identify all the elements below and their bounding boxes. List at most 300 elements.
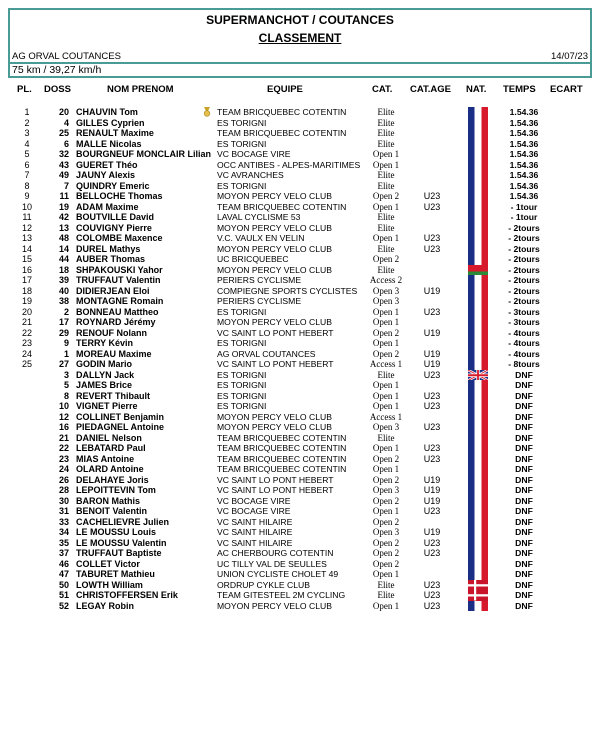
fr-flag-icon: [468, 527, 488, 538]
bib-number: 42: [58, 212, 69, 222]
rider-name: MALLE Nicolas: [76, 138, 142, 149]
placing: 18: [21, 285, 32, 296]
team-name: ES TORIGNI: [217, 390, 267, 401]
finish-time: DNF: [515, 537, 533, 548]
bib-number: 49: [58, 170, 69, 180]
age-category: U23: [423, 401, 441, 411]
team-name: VC BOCAGE VIRE: [217, 506, 291, 516]
bib-number: 32: [58, 149, 69, 159]
fr-flag-icon: [468, 317, 488, 328]
age-category: U23: [423, 243, 441, 254]
category: Elite: [377, 180, 395, 191]
gb-flag-icon: [468, 370, 488, 381]
finish-time: 1.54.36: [509, 191, 539, 201]
team-name: UNION CYCLISTE CHOLET 49: [217, 569, 339, 579]
age-category: U19: [423, 285, 441, 296]
rider-name: MONTAGNE Romain: [76, 296, 164, 306]
results-header: [8, 8, 592, 64]
bib-number: 8: [63, 390, 69, 401]
table-row: [0, 149, 600, 160]
age-category: U23: [423, 506, 441, 516]
fr-flag-icon: [468, 286, 488, 297]
category: Open 3: [372, 296, 400, 306]
finish-time: - 4tours: [508, 348, 540, 359]
distance-speed: 75 km / 39,27 km/h: [8, 64, 592, 78]
finish-time: DNF: [515, 464, 533, 474]
age-category: U23: [423, 422, 441, 432]
finish-time: - 8tours: [508, 359, 540, 369]
fr-flag-icon: [468, 433, 488, 444]
placing: 7: [24, 170, 30, 180]
team-name: UC TILLY VAL DE SEULLES: [217, 558, 327, 569]
table-row: [0, 181, 600, 192]
fr-flag-icon: [468, 149, 488, 160]
rider-name: ROYNARD Jérémy: [76, 317, 156, 327]
rider-name: REVERT Thibault: [76, 390, 150, 401]
team-name: TEAM BRICQUEBEC COTENTIN: [217, 128, 347, 138]
finish-time: - 1tour: [510, 201, 538, 212]
team-name: VC SAINT LO PONT HEBERT: [217, 327, 334, 338]
bib-number: 35: [58, 537, 69, 548]
rider-name: TABURET Mathieu: [76, 569, 155, 579]
fr-flag-icon: [468, 160, 488, 171]
category: Open 2: [372, 254, 400, 264]
rider-name: BARON Mathis: [76, 495, 141, 506]
fr-flag-icon: [468, 254, 488, 265]
fr-flag-icon: [468, 464, 488, 475]
team-name: ES TORIGNI: [217, 306, 267, 317]
fr-flag-icon: [468, 212, 488, 223]
age-category: U23: [423, 233, 441, 243]
table-row: [0, 412, 600, 423]
fr-flag-icon: [468, 139, 488, 150]
col-doss: DOSS: [44, 84, 71, 95]
finish-time: DNF: [515, 390, 533, 401]
bib-number: 50: [58, 579, 69, 590]
fr-flag-icon: [468, 244, 488, 255]
finish-time: 1.54.36: [509, 128, 539, 138]
age-category: U23: [423, 201, 441, 212]
fr-flag-icon: [468, 118, 488, 129]
category: Access 2: [369, 275, 403, 285]
table-row: [0, 559, 600, 570]
rider-name: BOURGNEUF MONCLAIR Lilian: [76, 149, 211, 159]
rider-name: COLOMBE Maxence: [76, 233, 163, 243]
finish-time: DNF: [515, 558, 533, 569]
table-row: [0, 401, 600, 412]
category: Open 1: [372, 201, 400, 212]
fr-flag-icon: [468, 601, 488, 612]
team-name: TEAM BRICQUEBEC COTENTIN: [217, 201, 347, 212]
placing: 16: [21, 264, 32, 275]
finish-time: - 2tours: [508, 233, 540, 243]
fr-flag-icon: [468, 401, 488, 412]
table-row: [0, 454, 600, 465]
team-name: MOYON PERCY VELO CLUB: [217, 600, 332, 611]
bib-number: 3: [63, 369, 69, 380]
bib-number: 51: [58, 590, 69, 600]
category: Open 1: [372, 306, 400, 317]
finish-time: - 2tours: [508, 264, 540, 275]
organizer-club: AG ORVAL COUTANCES: [12, 51, 121, 62]
category: Elite: [377, 212, 395, 222]
team-name: MOYON PERCY VELO CLUB: [217, 191, 332, 201]
team-name: ES TORIGNI: [217, 180, 267, 191]
team-name: TEAM BRICQUEBEC COTENTIN: [217, 464, 347, 474]
team-name: VC SAINT LO PONT HEBERT: [217, 485, 334, 495]
col-gap: ECART: [550, 84, 583, 95]
medal-icon: [203, 107, 211, 117]
category: Open 3: [372, 422, 400, 432]
dk-flag-icon: [468, 590, 488, 601]
table-row: [0, 580, 600, 591]
finish-time: DNF: [515, 474, 533, 485]
age-category: U23: [423, 600, 441, 611]
table-row: [0, 370, 600, 381]
finish-time: - 2tours: [508, 222, 540, 233]
finish-time: DNF: [515, 432, 533, 443]
table-row: [0, 475, 600, 486]
col-cat: CAT.: [372, 84, 393, 95]
fr-flag-icon: [468, 559, 488, 570]
team-name: TEAM BRICQUEBEC COTENTIN: [217, 443, 347, 453]
category: Open 1: [372, 317, 400, 327]
table-row: [0, 307, 600, 318]
col-pl: PL.: [17, 84, 32, 95]
category: Open 2: [372, 495, 400, 506]
category: Open 1: [372, 569, 400, 579]
category: Elite: [377, 138, 395, 149]
team-name: TEAM BRICQUEBEC COTENTIN: [217, 107, 347, 117]
fr-flag-icon: [468, 485, 488, 496]
rider-name: GILLES Cyprien: [76, 117, 145, 128]
team-name: LAVAL CYCLISME 53: [217, 212, 301, 222]
fr-flag-icon: [468, 223, 488, 234]
team-name: MOYON PERCY VELO CLUB: [217, 422, 332, 432]
finish-time: DNF: [515, 569, 533, 579]
rider-name: DIDIERJEAN Eloi: [76, 285, 150, 296]
fr-flag-icon: [468, 422, 488, 433]
table-row: [0, 338, 600, 349]
rider-name: TERRY Kévin: [76, 338, 134, 348]
table-row: [0, 202, 600, 213]
age-category: U23: [423, 191, 441, 201]
bib-number: 14: [58, 243, 69, 254]
age-category: U23: [423, 306, 441, 317]
age-category: U19: [423, 485, 441, 495]
category: Open 2: [372, 348, 400, 359]
bib-number: 24: [58, 464, 69, 474]
table-row: [0, 107, 600, 118]
table-row: [0, 380, 600, 391]
team-name: VC BOCAGE VIRE: [217, 149, 291, 159]
category: Open 2: [372, 548, 400, 558]
team-name: VC SAINT HILAIRE: [217, 537, 293, 548]
fr-flag-icon: [468, 454, 488, 465]
finish-time: 1.54.36: [509, 107, 539, 117]
team-name: MOYON PERCY VELO CLUB: [217, 243, 332, 254]
rider-name: BONNEAU Mattheo: [76, 306, 159, 317]
age-category: U19: [423, 527, 441, 537]
bib-number: 18: [58, 264, 69, 275]
fr-flag-icon: [468, 380, 488, 391]
rider-name: MIAS Antoine: [76, 453, 135, 464]
category: Elite: [377, 579, 395, 590]
rider-name: DELAHAYE Joris: [76, 474, 149, 485]
placing: 6: [24, 159, 30, 170]
finish-time: DNF: [515, 600, 533, 611]
category: Open 2: [372, 191, 400, 201]
placing: 12: [21, 222, 32, 233]
bib-number: 17: [58, 317, 69, 327]
rider-name: BOUTVILLE David: [76, 212, 155, 222]
bib-number: 30: [58, 495, 69, 506]
by-flag-icon: [468, 265, 488, 276]
rider-name: DANIEL Nelson: [76, 432, 142, 443]
placing: 4: [24, 138, 30, 149]
category: Elite: [377, 590, 395, 600]
team-name: VC SAINT HILAIRE: [217, 527, 293, 537]
category: Open 1: [372, 390, 400, 401]
team-name: VC SAINT LO PONT HEBERT: [217, 474, 334, 485]
finish-time: DNF: [515, 579, 533, 590]
placing: 19: [21, 296, 32, 306]
placing: 10: [21, 201, 32, 212]
team-name: AC CHERBOURG COTENTIN: [217, 548, 334, 558]
category: Open 1: [372, 338, 400, 348]
category: Open 2: [372, 327, 400, 338]
bib-number: 19: [58, 201, 69, 212]
table-row: [0, 296, 600, 307]
table-row: [0, 391, 600, 402]
team-name: PERIERS CYCLISME: [217, 275, 302, 285]
rider-name: LE MOUSSU Valentin: [76, 537, 167, 548]
age-category: U23: [423, 537, 441, 548]
finish-time: 1.54.36: [509, 138, 539, 149]
fr-flag-icon: [468, 506, 488, 517]
bib-number: 46: [58, 558, 69, 569]
fr-flag-icon: [468, 338, 488, 349]
placing: 21: [21, 317, 32, 327]
placing: 15: [21, 254, 32, 264]
bib-number: 28: [58, 485, 69, 495]
finish-time: - 2tours: [508, 285, 540, 296]
finish-time: - 3tours: [508, 317, 540, 327]
rider-name: QUINDRY Emeric: [76, 180, 150, 191]
bib-number: 37: [58, 548, 69, 558]
team-name: MOYON PERCY VELO CLUB: [217, 411, 332, 422]
rider-name: JAUNY Alexis: [76, 170, 136, 180]
table-row: [0, 433, 600, 444]
finish-time: - 4tours: [508, 327, 540, 338]
finish-time: DNF: [515, 548, 533, 558]
rider-name: BELLOCHE Thomas: [76, 191, 163, 201]
bib-number: 44: [58, 254, 69, 264]
placing: 23: [21, 338, 32, 348]
rider-name: GODIN Mario: [76, 359, 133, 369]
bib-number: 12: [58, 411, 69, 422]
finish-time: DNF: [515, 401, 533, 411]
table-row: [0, 233, 600, 244]
table-row: [0, 128, 600, 139]
age-category: U23: [423, 548, 441, 558]
table-row: [0, 118, 600, 129]
fr-flag-icon: [468, 443, 488, 454]
team-name: TEAM BRICQUEBEC COTENTIN: [217, 432, 347, 443]
team-name: VC AVRANCHES: [217, 170, 284, 180]
category: Elite: [377, 222, 395, 233]
col-team: EQUIPE: [267, 84, 303, 95]
bib-number: 4: [63, 117, 69, 128]
table-row: [0, 139, 600, 150]
table-row: [0, 170, 600, 181]
rider-name: COLLINET Benjamin: [76, 411, 165, 422]
results-subtitle: CLASSEMENT: [258, 31, 342, 45]
finish-time: - 2tours: [508, 296, 540, 306]
finish-time: - 2tours: [508, 243, 540, 254]
column-headers: [0, 84, 600, 96]
finish-time: DNF: [515, 590, 533, 600]
rider-name: AUBER Thomas: [76, 254, 146, 264]
age-category: U23: [423, 579, 441, 590]
fr-flag-icon: [468, 328, 488, 339]
table-row: [0, 485, 600, 496]
rider-name: JAMES Brice: [76, 380, 133, 390]
bib-number: 47: [58, 569, 69, 579]
team-name: MOYON PERCY VELO CLUB: [217, 317, 332, 327]
finish-time: DNF: [515, 369, 533, 380]
finish-time: DNF: [515, 506, 533, 516]
fr-flag-icon: [468, 517, 488, 528]
category: Elite: [377, 243, 395, 254]
fr-flag-icon: [468, 349, 488, 360]
bib-number: 20: [58, 107, 69, 117]
rider-name: RENAULT Maxime: [76, 128, 154, 138]
rider-name: CHAUVIN Tom: [76, 107, 138, 117]
age-category: U23: [423, 453, 441, 464]
bib-number: 43: [58, 159, 69, 170]
category: Elite: [377, 369, 395, 380]
placing: 9: [24, 191, 30, 201]
finish-time: DNF: [515, 453, 533, 464]
finish-time: DNF: [515, 411, 533, 422]
age-category: U23: [423, 443, 441, 453]
rider-name: VIGNET Pierre: [76, 401, 138, 411]
age-category: U23: [423, 369, 441, 380]
bib-number: 5: [63, 380, 69, 390]
race-date: 14/07/23: [551, 51, 588, 62]
bib-number: 25: [58, 128, 69, 138]
fr-flag-icon: [468, 391, 488, 402]
placing: 5: [24, 149, 30, 159]
results-table: [0, 107, 600, 611]
category: Open 2: [372, 558, 400, 569]
table-row: [0, 496, 600, 507]
rider-name: MOREAU Maxime: [76, 348, 152, 359]
category: Open 1: [372, 464, 400, 474]
rider-name: CHRISTOFFERSEN Erik: [76, 590, 178, 600]
table-row: [0, 265, 600, 276]
category: Elite: [377, 117, 395, 128]
placing: 11: [22, 212, 32, 222]
bib-number: 7: [63, 180, 69, 191]
bib-number: 33: [58, 516, 69, 527]
table-row: [0, 464, 600, 475]
bib-number: 21: [58, 432, 69, 443]
rider-name: TRUFFAUT Baptiste: [76, 548, 162, 558]
bib-number: 22: [58, 443, 69, 453]
category: Elite: [377, 432, 395, 443]
fr-flag-icon: [468, 538, 488, 549]
table-row: [0, 317, 600, 328]
fr-flag-icon: [468, 496, 488, 507]
bib-number: 39: [58, 275, 69, 285]
fr-flag-icon: [468, 191, 488, 202]
bib-number: 48: [58, 233, 69, 243]
category: Elite: [377, 264, 395, 275]
bib-number: 38: [58, 296, 69, 306]
team-name: ES TORIGNI: [217, 117, 267, 128]
rider-name: RENOUF Nolann: [76, 327, 147, 338]
fr-flag-icon: [468, 475, 488, 486]
fr-flag-icon: [468, 275, 488, 286]
table-row: [0, 517, 600, 528]
category: Access 1: [369, 359, 403, 369]
age-category: U23: [423, 390, 441, 401]
table-row: [0, 601, 600, 612]
bib-number: 1: [63, 348, 69, 359]
table-row: [0, 328, 600, 339]
fr-flag-icon: [468, 307, 488, 318]
fr-flag-icon: [468, 548, 488, 559]
placing: 24: [21, 348, 32, 359]
team-name: TEAM GITESTEEL 2M CYCLING: [217, 590, 346, 600]
rider-name: COLLET Victor: [76, 558, 140, 569]
rider-name: GUERET Théo: [76, 159, 138, 170]
team-name: PERIERS CYCLISME: [217, 296, 302, 306]
age-category: U19: [423, 327, 441, 338]
team-name: TEAM BRICQUEBEC COTENTIN: [217, 453, 347, 464]
category: Open 3: [372, 285, 400, 296]
col-nat: NAT.: [466, 84, 487, 95]
finish-time: DNF: [515, 380, 533, 390]
rider-name: PIEDAGNEL Antoine: [76, 422, 165, 432]
age-category: U19: [423, 474, 441, 485]
placing: 25: [21, 359, 32, 369]
table-row: [0, 349, 600, 360]
rider-name: DUREL Mathys: [76, 243, 141, 254]
fr-flag-icon: [468, 296, 488, 307]
category: Open 3: [372, 527, 400, 537]
fr-flag-icon: [468, 359, 488, 370]
category: Open 1: [372, 401, 400, 411]
bib-number: 26: [58, 474, 69, 485]
rider-name: SHPAKOUSKI Yahor: [76, 264, 163, 275]
bib-number: 52: [58, 600, 69, 611]
placing: 22: [21, 327, 32, 338]
category: Open 2: [372, 474, 400, 485]
team-name: ES TORIGNI: [217, 380, 267, 390]
team-name: ORDRUP CYKLE CLUB: [217, 579, 310, 590]
finish-time: DNF: [515, 443, 533, 453]
team-name: ES TORIGNI: [217, 401, 267, 411]
category: Open 1: [372, 600, 400, 611]
rider-name: OLARD Antoine: [76, 464, 144, 474]
category: Elite: [377, 128, 395, 138]
team-name: VC SAINT HILAIRE: [217, 516, 293, 527]
bib-number: 16: [58, 422, 69, 432]
rider-name: BENOIT Valentin: [76, 506, 148, 516]
